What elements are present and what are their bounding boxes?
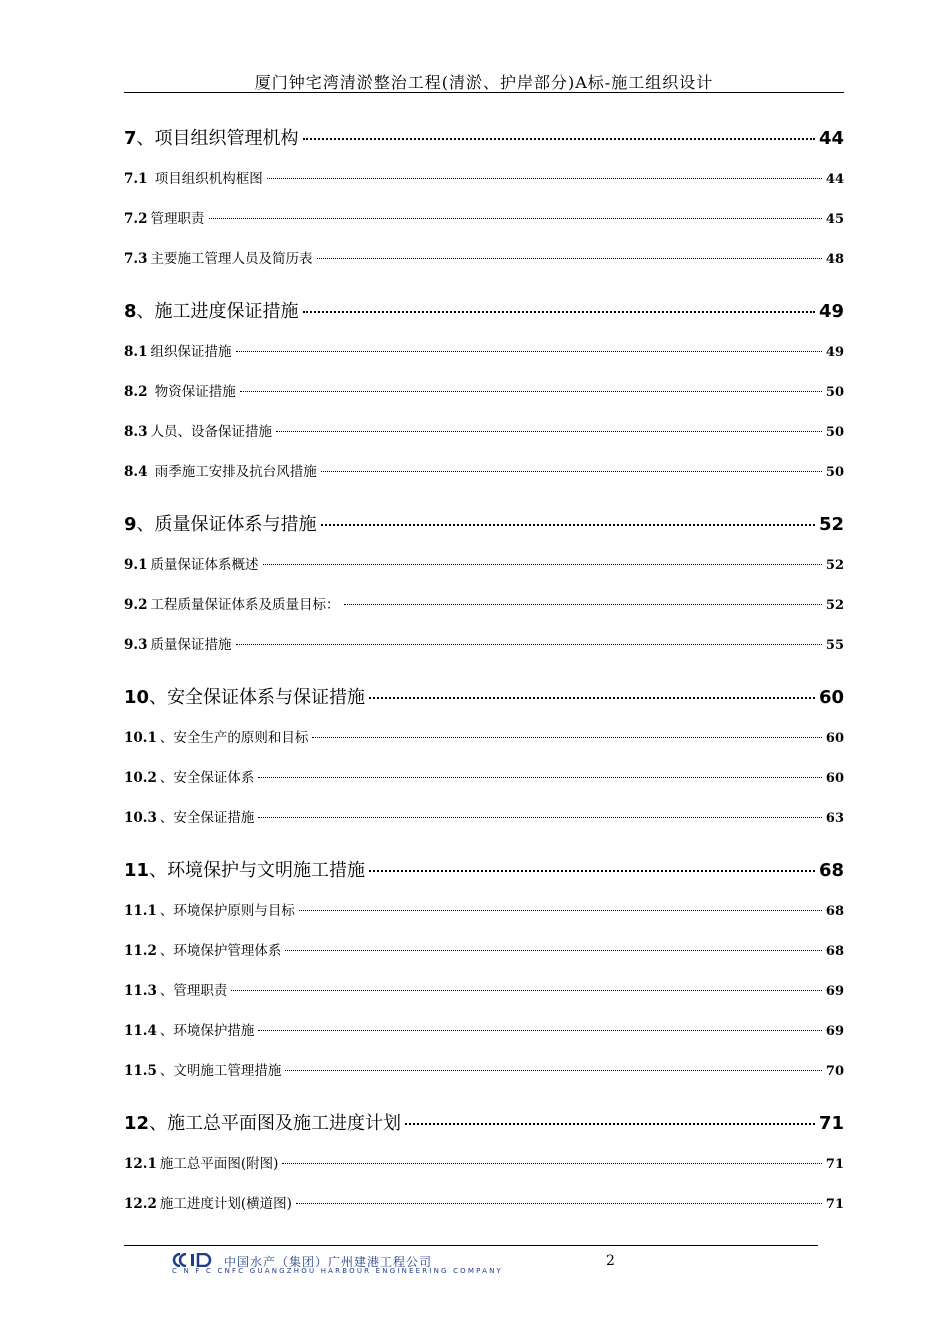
toc-dot-leader (303, 138, 815, 140)
toc-entry-label (124, 460, 317, 480)
toc-page-number: 55 (825, 638, 844, 653)
toc-section-entry[interactable] (124, 1192, 844, 1212)
toc-entry-label (124, 167, 263, 187)
toc-section-entry[interactable] (124, 633, 844, 653)
toc-entry-label (124, 207, 205, 227)
toc-entry-number: 10 (124, 687, 150, 708)
toc-entry-label (124, 1019, 254, 1039)
toc-entry-title: 质量保证体系与措施 (154, 514, 317, 535)
company-name-cn: 中国水产（集团）广州建港工程公司 (224, 1255, 433, 1269)
toc-page-number: 44 (818, 128, 844, 149)
toc-entry-number: 12.1 (124, 1156, 157, 1172)
toc-entry-title: 、安全生产的原则和目标 (159, 730, 309, 746)
toc-dot-leader (258, 817, 822, 818)
toc-entry-title: 物资保证措施 (150, 384, 236, 400)
toc-entry-title: 、环境保护原则与目标 (159, 903, 295, 919)
company-name-en: C N F C CNFC GUANGZHOU HARBOUR ENGINEERING COMPANY (172, 1267, 503, 1275)
toc-entry-title: 施工进度保证措施 (154, 301, 299, 322)
toc-entry-label (124, 1059, 281, 1079)
toc-entry-number: 9.1 (124, 557, 148, 573)
toc-entry-number: 10.1 (124, 730, 157, 746)
toc-entry-number: 10.2 (124, 770, 157, 786)
toc-dot-leader (236, 351, 822, 352)
toc-entry-number: 12 (124, 1113, 150, 1134)
toc-dot-leader (236, 644, 822, 645)
toc-dot-leader (282, 1163, 821, 1164)
toc-section-entry[interactable] (124, 806, 844, 826)
toc-entry-title: 、管理职责 (159, 983, 228, 999)
toc-entry-separator: 、 (149, 1113, 168, 1134)
toc-section-entry[interactable] (124, 1019, 844, 1039)
toc-page-number: 70 (825, 1064, 844, 1079)
toc-page-number: 45 (825, 212, 844, 227)
toc-dot-leader (285, 950, 822, 951)
toc-entry-label (124, 553, 259, 573)
toc-entry-label (124, 340, 232, 360)
toc-entry-title: 组织保证措施 (150, 344, 232, 360)
toc-chapter-entry[interactable] (124, 683, 844, 709)
toc-entry-number: 11.2 (124, 943, 157, 959)
toc-entry-title: 项目组织管理机构 (154, 128, 299, 149)
toc-page-number: 49 (825, 345, 844, 360)
toc-entry-number: 11.4 (124, 1023, 157, 1039)
toc-page-number: 68 (818, 860, 844, 881)
toc-entry-title: 、文明施工管理措施 (159, 1063, 282, 1079)
toc-chapter-entry[interactable] (124, 856, 844, 882)
toc-entry-title: 人员、设备保证措施 (150, 424, 272, 440)
toc-entry-number: 9.2 (124, 597, 148, 613)
toc-section-entry[interactable] (124, 1152, 844, 1172)
toc-entry-number: 7.2 (124, 211, 148, 227)
toc-page-number: 71 (825, 1157, 844, 1172)
toc-page-number: 71 (825, 1197, 844, 1212)
toc-page-number: 52 (818, 514, 844, 535)
toc-page-number: 49 (818, 301, 844, 322)
toc-entry-number: 8.2 (124, 384, 148, 400)
toc-entry-label (124, 510, 317, 536)
toc-entry-separator: 、 (149, 687, 168, 708)
toc-dot-leader (240, 391, 822, 392)
toc-entry-title: 雨季施工安排及抗台风措施 (150, 464, 317, 480)
toc-entry-number: 7 (124, 128, 137, 149)
toc-entry-title: 施工进度计划(横道图) (159, 1196, 292, 1212)
toc-dot-leader (276, 431, 822, 432)
toc-entry-label (124, 899, 295, 919)
toc-dot-leader (369, 870, 815, 872)
toc-page-number: 50 (825, 385, 844, 400)
toc-chapter-entry[interactable] (124, 124, 844, 150)
toc-entry-separator: 、 (136, 301, 155, 322)
toc-page-number: 60 (825, 731, 844, 746)
toc-entry-number: 8.1 (124, 344, 148, 360)
toc-dot-leader (321, 471, 822, 472)
toc-entry-label (124, 683, 365, 709)
toc-chapter-entry[interactable] (124, 510, 844, 536)
toc-section-entry[interactable] (124, 939, 844, 959)
toc-section-entry[interactable] (124, 247, 844, 267)
toc-dot-leader (209, 218, 822, 219)
toc-dot-leader (312, 737, 822, 738)
toc-entry-separator: 、 (136, 128, 155, 149)
company-logo (172, 1253, 502, 1277)
toc-dot-leader (344, 604, 822, 605)
toc-entry-label (124, 633, 232, 653)
toc-entry-label (124, 1109, 401, 1135)
toc-entry-number: 7.1 (124, 171, 148, 187)
toc-entry-number: 11.3 (124, 983, 157, 999)
toc-entry-title: 安全保证体系与保证措施 (167, 687, 366, 708)
page-number: 2 (606, 1253, 615, 1269)
toc-page-number: 48 (825, 252, 844, 267)
toc-section-entry[interactable] (124, 380, 844, 400)
toc-entry-label (124, 979, 227, 999)
toc-entry-label (124, 1152, 278, 1172)
toc-entry-label (124, 593, 340, 613)
toc-entry-title: 质量保证措施 (150, 637, 232, 653)
toc-entry-number: 11 (124, 860, 150, 881)
footer-rule (124, 1245, 818, 1246)
toc-page-number: 71 (818, 1113, 844, 1134)
toc-dot-leader (258, 777, 822, 778)
toc-section-entry[interactable] (124, 726, 844, 746)
toc-entry-title: 环境保护与文明施工措施 (167, 860, 366, 881)
toc-page-number: 50 (825, 465, 844, 480)
toc-section-entry[interactable] (124, 766, 844, 786)
toc-dot-leader (321, 524, 815, 526)
toc-entry-number: 9.3 (124, 637, 148, 653)
toc-section-entry[interactable] (124, 593, 844, 613)
header-rule (124, 92, 844, 93)
toc-entry-title: 、安全保证措施 (159, 810, 255, 826)
toc-dot-leader (258, 1030, 822, 1031)
toc-entry-label (124, 380, 236, 400)
toc-entry-number: 11.1 (124, 903, 157, 919)
toc-section-entry[interactable] (124, 1059, 844, 1079)
toc-page-number: 69 (825, 1024, 844, 1039)
toc-page-number: 68 (825, 944, 844, 959)
toc-dot-leader (317, 258, 822, 259)
toc-entry-title: 、环境保护管理体系 (159, 943, 282, 959)
toc-entry-title: 施工总平面图(附图) (159, 1156, 279, 1172)
toc-chapter-entry[interactable] (124, 1109, 844, 1135)
toc-page-number: 44 (825, 172, 844, 187)
toc-section-entry[interactable] (124, 420, 844, 440)
toc-section-entry[interactable] (124, 167, 844, 187)
toc-entry-label (124, 1192, 292, 1212)
toc-entry-number: 9 (124, 514, 137, 535)
toc-entry-title: 工程质量保证体系及质量目标： (150, 597, 340, 613)
toc-entry-separator: 、 (149, 860, 168, 881)
toc-entry-title: 、环境保护措施 (159, 1023, 255, 1039)
toc-entry-number: 7.3 (124, 251, 148, 267)
toc-entry-number: 8 (124, 301, 137, 322)
toc-page-number: 68 (825, 904, 844, 919)
toc-entry-title: 、安全保证体系 (159, 770, 255, 786)
page-header: 厦门钟宅湾清淤整治工程(清淤、护岸部分)A标-施工组织设计 (254, 73, 714, 92)
toc-entry-title: 项目组织机构框图 (150, 171, 263, 187)
toc-page-number: 60 (825, 771, 844, 786)
toc-dot-leader (285, 1070, 822, 1071)
toc-entry-number: 10.3 (124, 810, 157, 826)
toc-entry-title: 质量保证体系概述 (150, 557, 259, 573)
toc-page-number: 50 (825, 425, 844, 440)
toc-entry-label (124, 939, 281, 959)
toc-entry-title: 施工总平面图及施工进度计划 (167, 1113, 402, 1134)
toc-entry-number: 8.3 (124, 424, 148, 440)
cnfc-logo-icon (172, 1253, 216, 1267)
toc-dot-leader (267, 178, 822, 179)
toc-dot-leader (303, 311, 815, 313)
toc-dot-leader (263, 564, 822, 565)
toc-section-entry[interactable] (124, 979, 844, 999)
toc-dot-leader (405, 1123, 815, 1125)
toc-section-entry[interactable] (124, 207, 844, 227)
toc-section-entry[interactable] (124, 340, 844, 360)
toc-page-number: 63 (825, 811, 844, 826)
toc-page-number: 52 (825, 558, 844, 573)
toc-entry-label (124, 806, 254, 826)
toc-entry-label (124, 726, 308, 746)
toc-section-entry[interactable] (124, 460, 844, 480)
toc-entry-number: 8.4 (124, 464, 148, 480)
toc-section-entry[interactable] (124, 899, 844, 919)
toc-section-entry[interactable] (124, 553, 844, 573)
toc-chapter-entry[interactable] (124, 297, 844, 323)
toc-page-number: 60 (818, 687, 844, 708)
toc-entry-number: 12.2 (124, 1196, 157, 1212)
toc-entry-label (124, 420, 272, 440)
toc-entry-title: 主要施工管理人员及简历表 (150, 251, 313, 267)
toc-dot-leader (231, 990, 822, 991)
toc-dot-leader (299, 910, 822, 911)
toc-entry-label (124, 766, 254, 786)
toc-entry-label (124, 247, 313, 267)
toc-entry-label (124, 124, 299, 150)
toc-entry-separator: 、 (136, 514, 155, 535)
toc-dot-leader (369, 697, 815, 699)
toc-page-number: 52 (825, 598, 844, 613)
toc-dot-leader (296, 1203, 822, 1204)
toc-page-number: 69 (825, 984, 844, 999)
toc-entry-title: 管理职责 (150, 211, 205, 227)
toc-entry-number: 11.5 (124, 1063, 157, 1079)
toc-entry-label (124, 856, 365, 882)
toc-entry-label (124, 297, 299, 323)
